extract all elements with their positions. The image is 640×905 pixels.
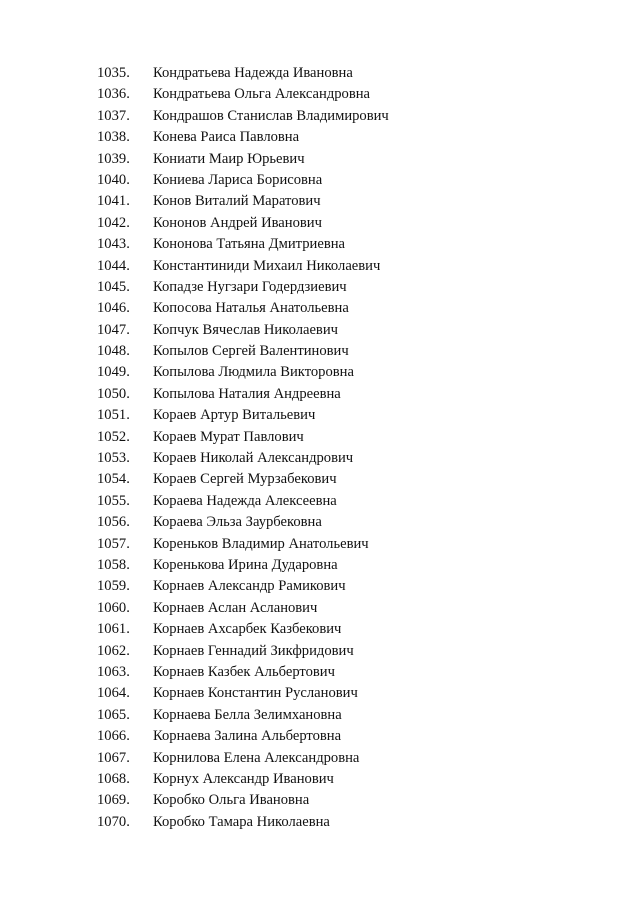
list-item xyxy=(97,619,389,640)
list-item-name: Копчук Вячеслав Николаевич xyxy=(153,321,338,338)
list-item xyxy=(97,234,389,255)
list-item-name: Кондрашов Станислав Владимирович xyxy=(153,107,389,124)
list-item-number: 1061. xyxy=(97,621,130,638)
list-item-name: Копылов Сергей Валентинович xyxy=(153,343,349,360)
list-item-name: Коренькова Ирина Дударовна xyxy=(153,556,338,573)
list-item xyxy=(97,127,389,148)
list-item-number: 1039. xyxy=(97,150,130,167)
list-item-name: Кораева Надежда Алексеевна xyxy=(153,492,337,509)
list-item-number: 1037. xyxy=(97,107,130,124)
list-item xyxy=(97,63,389,84)
list-item xyxy=(97,384,389,405)
list-item-name: Корнилова Елена Александровна xyxy=(153,749,360,766)
list-item-name: Кононов Андрей Иванович xyxy=(153,214,322,231)
list-item-name: Кораева Эльза Заурбековна xyxy=(153,514,322,531)
list-item xyxy=(97,662,389,683)
list-item xyxy=(97,341,389,362)
list-item-number: 1040. xyxy=(97,171,130,188)
list-item xyxy=(97,705,389,726)
list-item xyxy=(97,598,389,619)
list-item-number: 1053. xyxy=(97,450,130,467)
list-item-number: 1043. xyxy=(97,236,130,253)
list-item-number: 1064. xyxy=(97,685,130,702)
list-item-name: Кондратьева Ольга Александровна xyxy=(153,86,371,103)
list-item xyxy=(97,106,389,127)
list-item-number: 1057. xyxy=(97,535,130,552)
list-item-number: 1054. xyxy=(97,471,130,488)
list-item xyxy=(97,427,389,448)
list-item xyxy=(97,726,389,747)
list-item-name: Корнаева Белла Зелимхановна xyxy=(153,706,342,723)
list-item-name: Копадзе Нугзари Годердзиевич xyxy=(153,278,347,295)
list-item xyxy=(97,170,389,191)
list-item-number: 1048. xyxy=(97,343,130,360)
list-item-number: 1038. xyxy=(97,129,130,146)
list-item xyxy=(97,213,389,234)
list-item-name: Корнаев Геннадий Зикфридович xyxy=(153,642,354,659)
list-item xyxy=(97,812,389,833)
list-item xyxy=(97,191,389,212)
list-item-number: 1060. xyxy=(97,599,130,616)
list-item-number: 1068. xyxy=(97,770,130,787)
list-item-name: Кораев Сергей Мурзабекович xyxy=(153,471,337,488)
list-item-number: 1047. xyxy=(97,321,130,338)
list-item-name: Коробко Ольга Ивановна xyxy=(153,792,310,809)
list-item xyxy=(97,512,389,533)
list-item-name: Корнаев Казбек Альбертович xyxy=(153,663,335,680)
list-item-name: Копылова Наталия Андреевна xyxy=(153,385,341,402)
list-item-number: 1056. xyxy=(97,514,130,531)
list-item-number: 1058. xyxy=(97,556,130,573)
list-item-name: Корнаев Ахсарбек Казбекович xyxy=(153,621,342,638)
list-item xyxy=(97,790,389,811)
list-item-name: Коробко Тамара Николаевна xyxy=(153,813,330,830)
list-item-name: Кондратьева Надежда Ивановна xyxy=(153,65,353,81)
list-item xyxy=(97,748,389,769)
list-item-name: Корнаева Залина Альбертовна xyxy=(153,728,342,745)
list-item-number: 1069. xyxy=(97,792,130,809)
list-item-name: Кониева Лариса Борисовна xyxy=(153,171,323,188)
list-item-number: 1046. xyxy=(97,300,130,317)
list-item-name: Кораев Артур Витальевич xyxy=(153,407,316,424)
list-item-number: 1059. xyxy=(97,578,130,595)
list-item xyxy=(97,256,389,277)
list-item-number: 1049. xyxy=(97,364,130,381)
list-item xyxy=(97,534,389,555)
list-item xyxy=(97,84,389,105)
numbered-name-list xyxy=(97,63,389,833)
list-item-number: 1041. xyxy=(97,193,130,210)
list-item-name: Корнух Александр Иванович xyxy=(153,770,334,787)
list-item xyxy=(97,469,389,490)
list-item-number: 1067. xyxy=(97,749,130,766)
list-item xyxy=(97,641,389,662)
list-item-name: Кониати Маир Юрьевич xyxy=(153,150,305,167)
list-item-number: 1052. xyxy=(97,428,130,445)
list-item-number: 1042. xyxy=(97,214,130,231)
list-item-number: 1044. xyxy=(97,257,130,274)
list-item-name: Корнаев Александр Рамикович xyxy=(153,578,346,595)
list-item-name: Константиниди Михаил Николаевич xyxy=(153,257,381,274)
list-item-number: 1045. xyxy=(97,278,130,295)
list-item-number: 1063. xyxy=(97,663,130,680)
list-item xyxy=(97,277,389,298)
list-item xyxy=(97,298,389,319)
list-item-name: Кораев Николай Александрович xyxy=(153,450,354,467)
list-item-name: Копылова Людмила Викторовна xyxy=(153,364,354,381)
list-item xyxy=(97,491,389,512)
list-item-number: 1062. xyxy=(97,642,130,659)
list-item xyxy=(97,448,389,469)
list-item-number: 1051. xyxy=(97,407,130,424)
list-item-name: Корнаев Аслан Асланович xyxy=(153,599,318,616)
list-item xyxy=(97,149,389,170)
list-item-number: 1055. xyxy=(97,492,130,509)
list-item-name: Конов Виталий Маратович xyxy=(153,193,321,210)
list-item-name: Кореньков Владимир Анатольевич xyxy=(153,535,369,552)
list-item xyxy=(97,576,389,597)
list-item xyxy=(97,362,389,383)
list-item-name: Кононова Татьяна Дмитриевна xyxy=(153,236,345,253)
list-item-number: 1035. xyxy=(97,65,130,81)
list-item xyxy=(97,683,389,704)
list-item-name: Конева Раиса Павловна xyxy=(153,129,300,146)
list-item-name: Кораев Мурат Павлович xyxy=(153,428,304,445)
list-item-number: 1065. xyxy=(97,706,130,723)
list-item xyxy=(97,555,389,576)
list-item-name: Корнаев Константин Русланович xyxy=(153,685,358,702)
list-item-number: 1050. xyxy=(97,385,130,402)
list-item xyxy=(97,320,389,341)
list-item-number: 1070. xyxy=(97,813,130,830)
list-item xyxy=(97,769,389,790)
list-item-name: Копосова Наталья Анатольевна xyxy=(153,300,349,317)
list-item-number: 1066. xyxy=(97,728,130,745)
list-item xyxy=(97,405,389,426)
list-item-number: 1036. xyxy=(97,86,130,103)
